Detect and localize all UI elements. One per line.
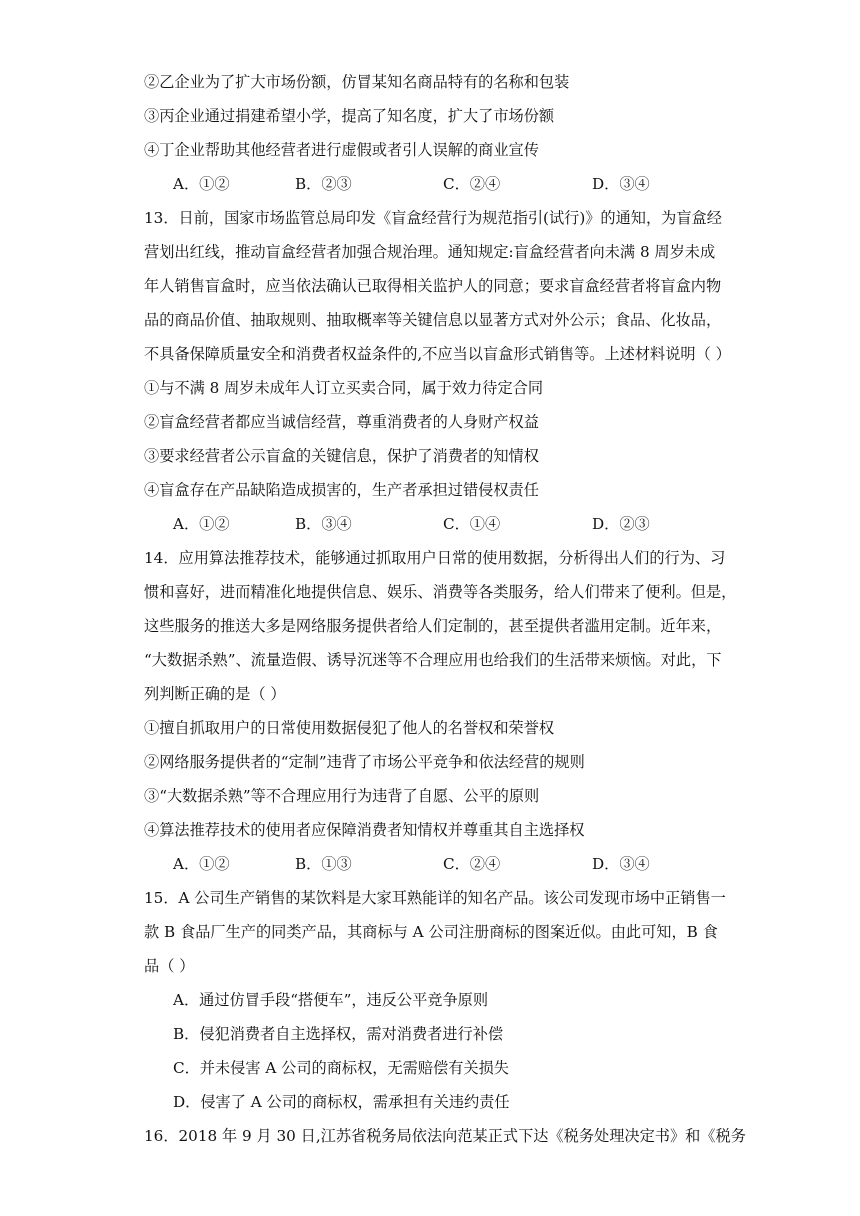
q12-option-b: B．②③ — [295, 175, 352, 193]
q14-item-2: ②网络服务提供者的“定制”违背了市场公平竞争和依法经营的规则 — [144, 753, 585, 771]
q13-item-1: ①与不满 8 周岁未成年人订立买卖合同，属于效力待定合同 — [144, 379, 544, 397]
q14-options — [0, 854, 860, 874]
q14-stem-line-2: 惯和喜好，进而精准化地提供信息、娱乐、消费等各类服务，给人们带来了便利。但是， — [144, 583, 737, 601]
q14-stem-line-5: 列判断正确的是（ ） — [144, 685, 286, 703]
q13-stem-line-3: 年人销售盲盒时，应当依法确认已取得相关监护人的同意；要求盲盒经营者将盲盒内物 — [144, 277, 722, 295]
q12-options — [0, 174, 860, 194]
q14-stem-line-3: 这些服务的推送大多是网络服务提供者给人们定制的，甚至提供者滥用定制。近年来， — [144, 617, 722, 635]
q15-option-d: D．侵害了 A 公司的商标权，需承担有关违约责任 — [173, 1093, 510, 1111]
q14-item-4: ④算法推荐技术的使用者应保障消费者知情权并尊重其自主选择权 — [144, 821, 585, 839]
q15-option-c: C．并未侵害 A 公司的商标权，无需赔偿有关损失 — [173, 1059, 509, 1077]
q12-option-a: A．①② — [173, 175, 230, 193]
q14-item-3: ③“大数据杀熟”等不合理应用行为违背了自愿、公平的原则 — [144, 787, 540, 805]
q12-option-d: D．③④ — [592, 175, 650, 193]
q12-item-2: ②乙企业为了扩大市场份额，仿冒某知名商品特有的名称和包装 — [144, 73, 570, 91]
q13-option-c: C．①④ — [443, 515, 501, 533]
q14-option-c: C．②④ — [443, 855, 501, 873]
q15-stem-line-2: 款 B 食品厂生产的同类产品，其商标与 A 公司注册商标的图案近似。由此可知，B 食 — [144, 923, 718, 941]
q16-stem-line-1: 16．2018 年 9 月 30 日,江苏省税务局依法向范某正式下达《税务处理决定书》和《税务 — [144, 1127, 746, 1145]
q14-option-b: B．①③ — [295, 855, 352, 873]
q12-option-c: C．②④ — [443, 175, 501, 193]
q14-option-d: D．③④ — [592, 855, 650, 873]
q13-option-d: D．②③ — [592, 515, 650, 533]
q13-stem-line-2: 营划出红线，推动盲盒经营者加强合规治理。通知规定:盲盒经营者向未满 8 周岁未成 — [144, 243, 716, 261]
q15-stem-line-3: 品（ ） — [144, 957, 195, 975]
q14-stem-line-4: “大数据杀熟”、流量造假、诱导沉迷等不合理应用也给我们的生活带来烦恼。对此，下 — [144, 651, 722, 669]
q15-stem-line-1: 15．A 公司生产销售的某饮料是大家耳熟能详的知名产品。该公司发现市场中正销售一 — [144, 889, 726, 907]
q13-item-4: ④盲盒存在产品缺陷造成损害的，生产者承担过错侵权责任 — [144, 481, 539, 499]
q13-stem-line-5: 不具备保障质量安全和消费者权益条件的,不应当以盲盒形式销售等。上述材料说明（ ） — [144, 345, 731, 363]
q12-item-4: ④丁企业帮助其他经营者进行虚假或者引人误解的商业宣传 — [144, 141, 539, 159]
q12-item-3: ③丙企业通过捐建希望小学，提高了知名度，扩大了市场份额 — [144, 107, 555, 125]
q13-options — [0, 514, 860, 534]
q15-option-b: B．侵犯消费者自主选择权，需对消费者进行补偿 — [173, 1025, 504, 1043]
q13-option-b: B．③④ — [295, 515, 352, 533]
q13-item-2: ②盲盒经营者都应当诚信经营，尊重消费者的人身财产权益 — [144, 413, 539, 431]
q13-option-a: A．①② — [173, 515, 230, 533]
q13-stem-line-4: 品的商品价值、抽取规则、抽取概率等关键信息以显著方式对外公示；食品、化妆品， — [144, 311, 722, 329]
q14-option-a: A．①② — [173, 855, 230, 873]
q13-stem-line-1: 13．日前，国家市场监管总局印发《盲盒经营行为规范指引(试行)》的通知，为盲盒经 — [144, 209, 722, 227]
q14-stem-line-1: 14．应用算法推荐技术，能够通过抓取用户日常的使用数据，分析得出人们的行为、习 — [144, 549, 726, 567]
q14-item-1: ①擅自抓取用户的日常使用数据侵犯了他人的名誉权和荣誉权 — [144, 719, 555, 737]
q15-option-a: A．通过仿冒手段“搭便车”，违反公平竞争原则 — [173, 991, 489, 1009]
q13-item-3: ③要求经营者公示盲盒的关键信息，保护了消费者的知情权 — [144, 447, 539, 465]
